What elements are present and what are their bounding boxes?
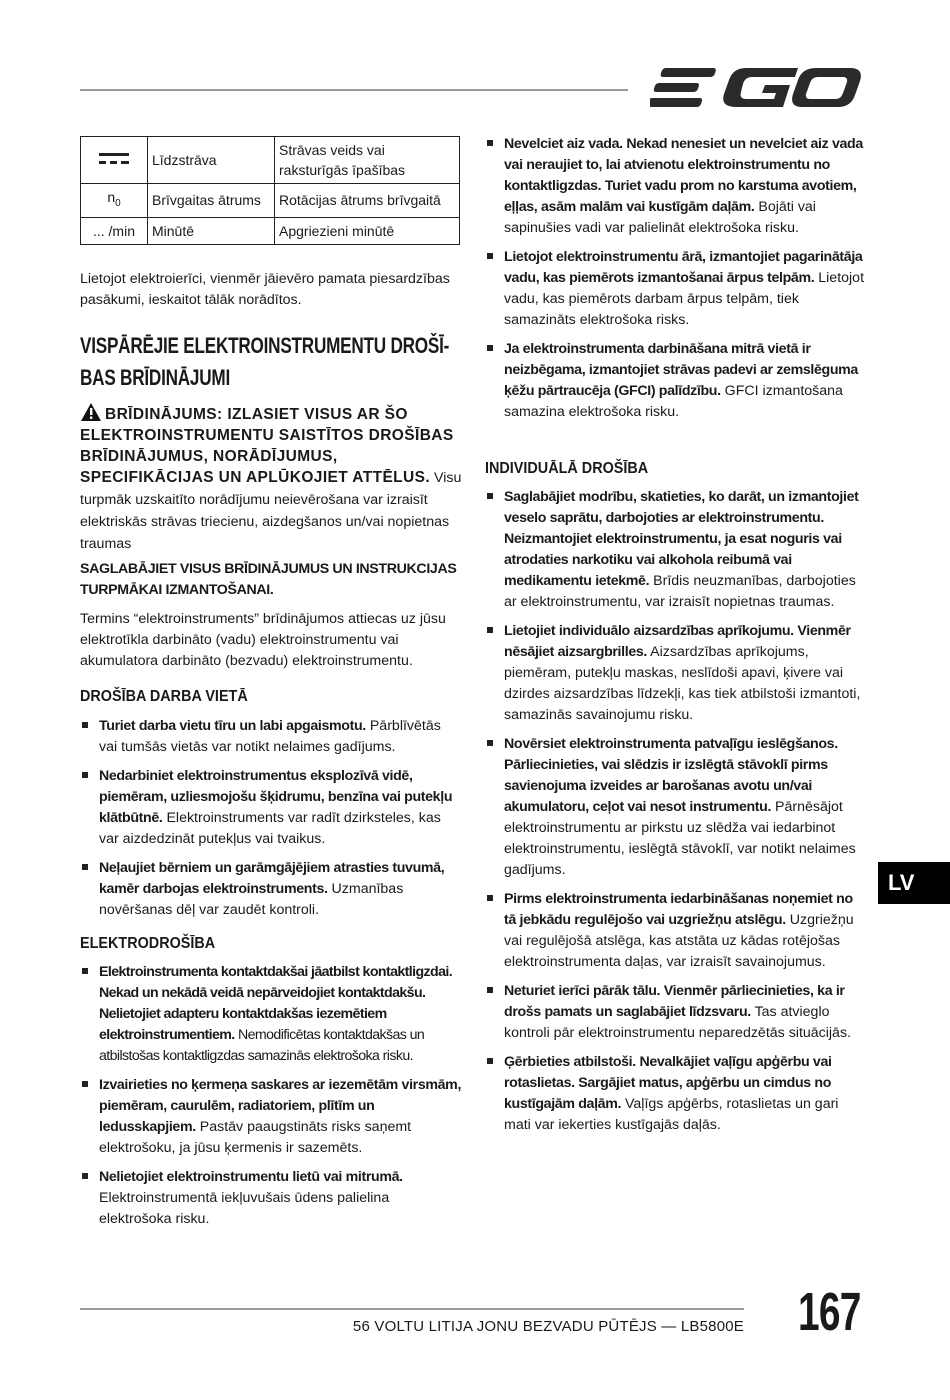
item-text: Tas atvieglo kontroli pār elektroinstrumentu neparedzētās situācijās.	[504, 1004, 851, 1041]
item-text: Brīdis neuzmanības, darbojoties ar elektroinstrumentu, var izraisīt nopietnas traumas.	[504, 573, 856, 610]
item-bold: Izvairieties no ķermeņa saskares ar iezemētām virsmām, piemēram, caurulēm, radiatoriem, plītīm un ledusskapjiem.	[99, 1077, 462, 1135]
electrical-cont-list	[485, 134, 867, 423]
symbol-text: n	[107, 189, 116, 205]
list-item	[485, 981, 867, 1044]
symbol-cell	[81, 184, 148, 218]
list-item	[80, 962, 462, 1067]
item-text: Elektroinstruments var radīt dzirksteles, kas var aizdedzināt putekļus vai tvaikus.	[99, 810, 441, 847]
warning-triangle-icon	[80, 402, 102, 422]
item-text: Bojāti vai sapinušies vadi var palielināt elektrošoka risku.	[504, 199, 816, 236]
page-number: 167	[798, 1282, 861, 1342]
symbol-subscript: 0	[115, 197, 121, 209]
symbol-table	[80, 136, 460, 245]
item-text: Lietojot vadu, kas piemērots darbam ārpus telpām, tiek samazināts elektrošoka risks.	[504, 270, 865, 328]
list-item	[485, 247, 867, 331]
footer-rule	[80, 1308, 744, 1310]
list-item	[485, 134, 867, 239]
work-area-list	[80, 716, 462, 921]
symbol-name: Minūtē	[148, 217, 275, 244]
list-item	[485, 621, 867, 726]
symbol-desc: Rotācijas ātrums brīvgaitā	[275, 184, 460, 218]
list-item	[80, 766, 462, 850]
item-text: GFCI izmantošana samazina elektrošoka risku.	[504, 383, 843, 420]
item-text: Nemodificētas kontaktdakšas un atbilstošas kontaktligzdas samazinās elektrošoka risku.	[99, 1027, 425, 1064]
ego-logo	[650, 64, 862, 112]
item-bold: Ja elektroinstrumenta darbināšana mitrā vietā ir neizbēgama, izmantojiet strāvas padevi ar zemslēguma ķēžu pārtraucēja (GFCI) palīdzību.	[504, 341, 858, 399]
electrical-list	[80, 962, 462, 1230]
list-item	[485, 1052, 867, 1136]
section-title-personal: INDIVIDUĀLĀ DROŠĪBA	[485, 460, 649, 477]
item-bold: Novērsiet elektroinstrumenta patvaļīgu ieslēgšanos. Pārliecinieties, vai slēdzis ir izslēgtā stāvoklī pirms savienojuma izveides ar barošanas avotu un/vai akumulatoru, ceļot vai nesot instrumentu.	[504, 736, 838, 815]
table-row	[81, 184, 460, 218]
item-bold: Nelietojiet elektroinstrumentu lietū vai mitrumā.	[99, 1169, 403, 1185]
item-bold: Saglabājiet modrību, skatieties, ko darāt, un izmantojiet veselo saprātu, darbojoties ar elektroinstrumentu. Neizmantojiet elektroinstrumentu, ja esat noguris vai atrodaties narkotiku vai alkohola reibumā vai medikamentu ietekmē.	[504, 489, 859, 589]
symbol-desc: Strāvas veids vai raksturīgās īpašības	[275, 137, 460, 184]
item-text: Uzgriežņu vai regulējošā atslēga, kas atstāta uz kādas rotējošas elektroinstrumenta daļas, var izraisīt savainojumus.	[504, 912, 854, 970]
section-title-electrical: ELEKTRODROŠĪBA	[80, 935, 216, 952]
footer-text: 56 VOLTU LITIJA JONU BEZVADU PŪTĒJS — LB5800E	[352, 1318, 744, 1335]
item-text: Elektroinstrumentā iekļuvušais ūdens palielina elektrošoka risku.	[99, 1190, 390, 1227]
item-text: Uzmanības novēršanas dēļ var zaudēt kontroli.	[99, 881, 404, 918]
symbol-cell: ... /min	[81, 217, 148, 244]
symbol-name: Līdzstrāva	[148, 137, 275, 184]
table-row	[81, 137, 460, 184]
save-instructions: SAGLABĀJIET VISUS BRĪDINĀJUMUS UN INSTRUKCIJAS TURPMĀKAI IZMANTOŠANAI.	[80, 561, 457, 598]
item-bold: Lietojot elektroinstrumentu ārā, izmantojiet pagarinātāja vadu, kas piemērots izmantošanai ārpus telpām.	[504, 249, 863, 286]
list-item	[80, 716, 462, 758]
item-bold: Neļaujiet bērniem un garāmgājējiem atrasties tuvumā, kamēr darbojas elektroinstruments.	[99, 860, 445, 897]
main-title-line: VISPĀRĒJIE ELEKTROINSTRUMENTU DROŠĪ-	[80, 333, 450, 358]
list-item	[80, 1167, 462, 1230]
item-text: Vaļīgs apģērbs, rotaslietas un gari mati var iekerties kustīgajās daļās.	[504, 1096, 839, 1133]
section-title-work-area: DROŠĪBA DARBA VIETĀ	[80, 688, 248, 705]
item-text: Aizsardzības aprīkojums, piemēram, putekļu maskas, neslīdoši apavi, ķivere vai dzirdes aizsardzības līdzekļi, kas tiek atbilstoši izmantoti, samazinās savainojumu risku.	[504, 644, 861, 723]
main-title-line: BAS BRĪDINĀJUMI	[80, 365, 230, 390]
dc-current-icon	[98, 148, 130, 168]
list-item	[485, 339, 867, 423]
item-bold: Neturiet ierīci pārāk tālu. Vienmēr pārliecinieties, ka ir drošs pamats un saglabājiet līdzsvaru.	[504, 983, 845, 1020]
warning-text: Visu turpmāk uzskaitīto norādījumu neievērošana var izraisīt elektriskās strāvas triecienu, aizdegšanos un/vai nopietnas traumas	[80, 470, 462, 552]
item-bold: Lietojiet individuālo aizsardzības aprīkojumu. Vienmēr nēsājiet aizsargbrilles.	[504, 623, 851, 660]
list-item	[485, 889, 867, 973]
warning-paragraph	[80, 402, 462, 555]
item-bold: Ģērbieties atbilstoši. Nevalkājiet vaļīgu apģērbu vai rotaslietas. Sargājiet matus, apģērbu un cimdus no kustīgajām daļām.	[504, 1054, 832, 1112]
item-bold: Elektroinstrumenta kontaktdakšai jāatbilst kontaktligzdai. Nekad un nekādā veidā nepārveidojiet kontaktdakšu. Nelietojiet adapteru kontaktdakšas iezemētiem elektroinstrumentiem.	[99, 964, 453, 1043]
item-bold: Nedarbiniet elektroinstrumentus eksplozīvā vidē, piemēram, uzliesmojošu šķidrumu, benzīna vai putekļu klātbūtnē.	[99, 768, 453, 826]
list-item	[485, 487, 867, 613]
header-rule	[80, 89, 628, 91]
symbol-cell	[81, 137, 148, 184]
item-bold: Turiet darba vietu tīru un labi apgaismotu.	[99, 718, 366, 734]
item-text: Pārnēsājot elektroinstrumentu ar pirkstu uz slēdža vai iedarbinot elektroinstrumentu, ieslēgtā stāvoklī, var notikt nelaimes gadījums.	[504, 799, 856, 878]
symbol-desc: Apgriezieni minūtē	[275, 217, 460, 244]
list-item	[485, 734, 867, 881]
warning-heading: BRĪDINĀJUMS: IZLASIET VISUS AR ŠO ELEKTROINSTRUMENTU SAISTĪTOS DROŠĪBAS BRĪDINĀJUMUS, NORĀDĪJUMUS, SPECIFIKĀCIJAS UN APLŪKOJIET ATTĒLUS.	[80, 406, 454, 486]
item-bold: Pirms elektroinstrumenta iedarbināšanas noņemiet no tā jebkādu regulējošo vai uzgriežņu atslēgu.	[504, 891, 853, 928]
table-row	[81, 217, 460, 244]
item-text: Pārblīvētās vai tumšās vietās var notikt nelaimes gadījums.	[99, 718, 441, 755]
main-title	[80, 330, 470, 394]
item-bold: Nevelciet aiz vada. Nekad nenesiet un nevelciet aiz vada vai neraujiet to, lai atvienotu elektroinstrumentu no kontaktligzdas. Turiet vadu prom no karstuma avotiem, eļļas, asām malām vai kustīgām daļām.	[504, 136, 863, 215]
personal-list	[485, 487, 867, 1136]
intro-text: Lietojot elektroierīci, vienmēr jāievēro pamata piesardzības pasākumi, ieskaitot tālāk norādītos.	[80, 271, 450, 308]
item-text: Pastāv paaugstināts risks saņemt elektrošoku, ja jūsu ķermenis ir sazemēts.	[99, 1119, 412, 1156]
language-tab: LV	[878, 862, 950, 904]
symbol-name: Brīvgaitas ātrums	[148, 184, 275, 218]
list-item	[80, 858, 462, 921]
list-item	[80, 1075, 462, 1159]
term-text: Termins “elektroinstruments” brīdinājumos attiecas uz jūsu elektrotīkla darbināto (vadu) elektroinstrumentu vai akumulatora darbināto (bezvadu) elektroinstrumentu.	[80, 611, 446, 669]
